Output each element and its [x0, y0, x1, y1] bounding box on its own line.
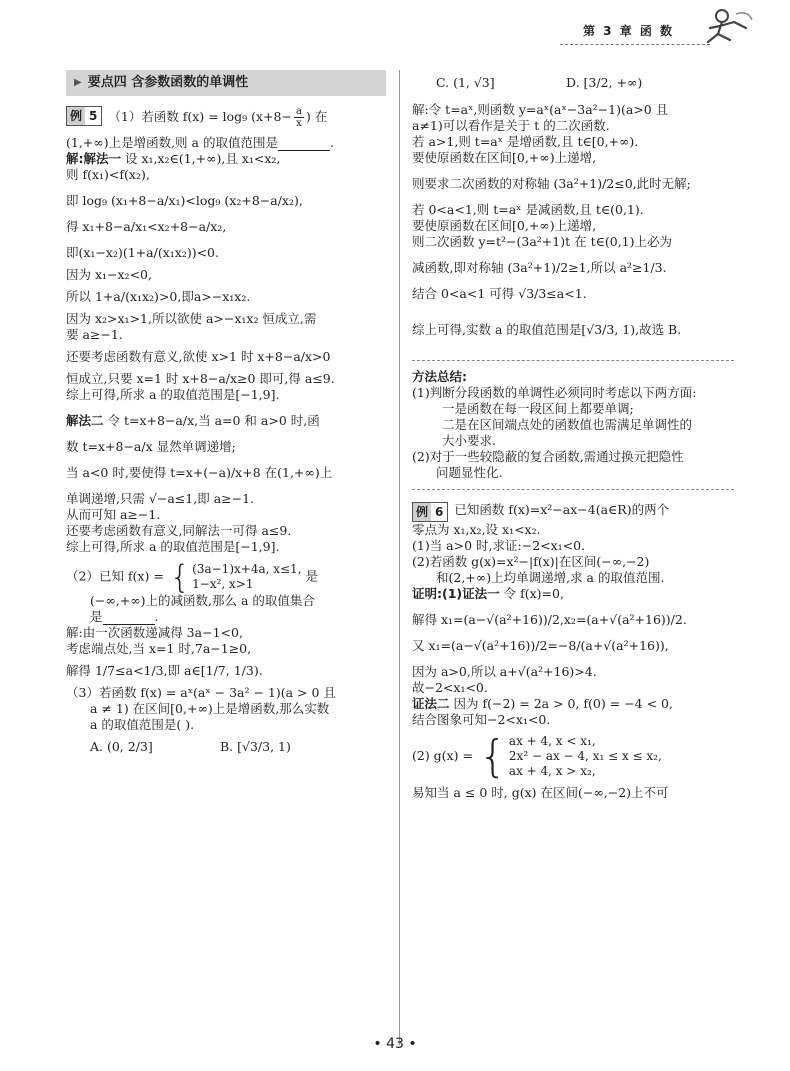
solution-line: 要 a≥−1. — [66, 327, 123, 342]
option-a: A. (0, 2/3] — [90, 739, 153, 754]
triangle-icon: ▶ — [74, 77, 82, 88]
g-piecewise: (2) g(x) = { ax + 4, x < x₁, 2x² − ax − 4, x₁ ≤ x ≤ x₂, ax + 4, x > x₂, — [412, 730, 662, 782]
question-2: （2）已知 f(x) = { (3a−1)x+4a, x≤1, 1−x², x>1 是 — [66, 558, 319, 596]
solution-line: 即 log₉ (x₁+8−a/x₁)<log₉ (x₂+8−a/x₂), — [66, 193, 303, 208]
option-b: B. [√3/3, 1) — [220, 739, 291, 754]
solution-line: 则要求二次函数的对称轴 (3a²+1)/2≤0,此时无解; — [412, 176, 691, 191]
solution-label: 解:解法一 — [66, 151, 121, 166]
method-summary-title: 方法总结: — [412, 369, 467, 384]
answer-blank — [103, 612, 155, 625]
left-column: ▶ 要点四 含参数函数的单调性 例 5 （1）若函数 f(x) = log₉ (x+8− $\frac{a}{x}$ ) 在 (1,+∞)上是增函数,则 a 的取值范围是 . 解:解法一 设 x₁,x₂∈(1,+∞),且 x₁<x₂, 则 f(x₁)<f(x₂), 即 log₉ (x₁+8−a/x₁)<log₉ (x₂+8−a/x₂), 得 x₁+8−a/x₁<x₂+8−a/x₂, 即(x₁−x₂)(1+a/(x₁x₂))<0. 因为 x₁−x₂<0, 所以 1+a/(x₁x₂)>0,即a>−x₁x₂. 因为 x₂>x₁>1,所以欲使 a>−x₁x₂ 恒成立,需 要 a≥−1. 还要考虑函数有意义,欲使 x>1 时 x+8−a/x>0 恒成立,只要 x=1 时 x+8−a/x≥0 即可,得 a≤9. 综上可得,所求 a 的取值范围是[−1,9]. 解法二 令 t=x+8−a/x,当 a=0 和 a>0 时,函 数 t=x+8−a/x 显然单调递增; 当 a<0 时,要使得 t=x+(−a)/x+8 在(1,+∞)上 单调递增,只需 √−a≤1,即 a≥−1. 从而可知 a≥−1. 还要考虑函数有意义,同解法一可得 a≤9. 综上可得,所求 a 的取值范围是[−1,9]. （2）已知 f(x) = { (3a−1)x+4a, x≤1, 1−x², x>1 是 (−∞,+∞)上的减函数,那么 a 的取值集合 是 . 解:由一次函数递减得 3a−1<0, 考虑端点处,当 x=1 时,7a−1≥0, 解得 1/7≤a<1/3,即 a∈[1/7, 1/3). （3）若函数 f(x) = aˣ(aˣ − 3a² − 1)(a > 0 且 a ≠ 1) 在区间[0,+∞)上是增函数,那么实数 a 的取值范围是( ). A. (0, 2/3] B. [√3/3, 1) — [66, 70, 386, 755]
option-c: C. (1, √3] — [436, 75, 495, 90]
solution-line: 综上可得,所求 a 的取值范围是[−1,9]. — [66, 387, 280, 402]
proof-line: 故−2<x₁<0. — [412, 680, 488, 695]
solution-line: 减函数,即对称轴 (3a²+1)/2≥1,所以 a²≥1/3. — [412, 260, 667, 275]
solution-line: 从而可知 a≥−1. — [66, 507, 161, 522]
solution-line: 则 f(x₁)<f(x₂), — [66, 167, 150, 182]
example-badge: 例 5 — [66, 106, 102, 126]
solution-line: 单调递增,只需 √−a≤1,即 a≥−1. — [66, 491, 255, 506]
solution-line: 解得 1/7≤a<1/3,即 a∈[1/7, 1/3). — [66, 663, 263, 678]
solution-line: 即(x₁−x₂)(1+a/(x₁x₂))<0. — [66, 245, 219, 260]
solution-line: a≠1)可以看作是关于 t 的二次函数. — [412, 118, 610, 133]
solution-line: 当 a<0 时,要使得 t=x+(−a)/x+8 在(1,+∞)上 — [66, 465, 333, 480]
proof-line: 解得 x₁=(a−√(a²+16))/2,x₂=(a+√(a²+16))/2. — [412, 612, 687, 627]
solution-line: 还要考虑函数有意义,同解法一可得 a≤9. — [66, 523, 292, 538]
solution-line: 得 x₁+8−a/x₁<x₂+8−a/x₂, — [66, 219, 227, 234]
method-summary: 方法总结: (1)判断分段函数的单调性必须同时考虑以下两方面: 一是函数在每一段区间上都要单调; 二是在区间端点处的函数值也需满足单调性的 大小要求. (2)对于一些较隐蔽的复合函数,需通过换元把隐性 问题显性化. — [412, 369, 734, 481]
solution-line: 解:由一次函数递减得 3a−1<0, — [66, 625, 243, 640]
question-3: （3）若函数 f(x) = aˣ(aˣ − 3a² − 1)(a > 0 且 — [66, 685, 336, 700]
solution-line: 数 t=x+8−a/x 显然单调递增; — [66, 439, 236, 454]
solution-line: 恒成立,只要 x=1 时 x+8−a/x≥0 即可,得 a≤9. — [66, 371, 335, 386]
solution-line: 结合 0<a<1 可得 √3/3≤a<1. — [412, 286, 587, 301]
solution-line: 综上可得,实数 a 的取值范围是[√3/3, 1),故选 B. — [412, 322, 682, 337]
solution-line: 要使原函数在区间[0,+∞)上递增, — [412, 218, 597, 233]
proof-line: 因为 a>0,所以 a+√(a²+16)>4. — [412, 664, 597, 679]
answer-blank — [278, 138, 330, 151]
proof-2-label: 证法二 — [412, 696, 450, 711]
solution-line: 因为 x₁−x₂<0, — [66, 267, 152, 282]
page-number: • 43 • — [373, 1036, 417, 1052]
solution-line: 考虑端点处,当 x=1 时,7a−1≥0, — [66, 641, 252, 656]
proof-line: 易知当 a ≤ 0 时, g(x) 在区间(−∞,−2)上不可 — [412, 785, 669, 800]
section-heading — [66, 70, 386, 96]
options-ab — [66, 739, 386, 755]
proof-line: 又 x₁=(a−√(a²+16))/2=−8/(a+√(a²+16)), — [412, 638, 669, 653]
proof-label: 证明:(1)证法一 — [412, 586, 500, 601]
example-6-stem: 例 6 已知函数 f(x)=x²−ax−4(a∈R)的两个 — [412, 502, 734, 522]
example-5-stem: 例 5 （1）若函数 f(x) = log₉ (x+8− $\frac{a}{x}$ ) 在 — [66, 106, 386, 129]
solution-line: 若 a>1,则 t=aˣ 是增函数,且 t∈[0,+∞). — [412, 134, 639, 149]
running-figure-logo-icon — [696, 6, 756, 46]
option-d: D. [3/2, +∞) — [566, 75, 643, 90]
solution-line: 若 0<a<1,则 t=aˣ 是减函数,且 t∈(0,1). — [412, 202, 644, 217]
solution-line: 则二次函数 y=t²−(3a²+1)t 在 t∈(0,1)上必为 — [412, 234, 672, 249]
options-cd — [412, 70, 734, 96]
column-divider — [399, 70, 400, 1045]
proof-line: 结合图象可知−2<x₁<0. — [412, 712, 551, 727]
solution-2-label: 解法二 — [66, 413, 104, 428]
solution-line: 还要考虑函数有意义,欲使 x>1 时 x+8−a/x>0 — [66, 349, 331, 364]
chapter-title: 第 3 章 函 数 — [583, 24, 675, 38]
solution-line: 所以 1+a/(x₁x₂)>0,即a>−x₁x₂. — [66, 289, 251, 304]
solution-line: 解:令 t=aˣ,则函数 y=aˣ(aˣ−3a²−1)(a>0 且 — [412, 102, 669, 117]
section-title: 要点四 含参数函数的单调性 — [87, 75, 249, 90]
solution-line: 要使原函数在区间[0,+∞)上递增, — [412, 150, 597, 165]
solution-line: 因为 x₂>x₁>1,所以欲使 a>−x₁x₂ 恒成立,需 — [66, 311, 317, 326]
right-column: C. (1, √3] D. [3/2, +∞) 解:令 t=aˣ,则函数 y=aˣ(aˣ−3a²−1)(a>0 且 a≠1)可以看作是关于 t 的二次函数. 若 a>1,则 t=aˣ 是增函数,且 t∈[0,+∞). 要使原函数在区间[0,+∞)上递增, 则要求二次函数的对称轴 (3a²+1)/2≤0,此时无解; 若 0<a<1,则 t=aˣ 是减函数,且 t∈(0,1). 要使原函数在区间[0,+∞)上递增, 则二次函数 y=t²−(3a²+1)t 在 t∈(0,1)上必为 减函数,即对称轴 (3a²+1)/2≥1,所以 a²≥1/3. 结合 0<a<1 可得 √3/3≤a<1. 综上可得,实数 a 的取值范围是[√3/3, 1),故选 B. 方法总结: (1)判断分段函数的单调性必须同时考虑以下两方面: 一是函数在每一段区间上都要单调; 二是在区间端点处的函数值也需满足单调性的 大小要求. (2)对于一些较隐蔽的复合函数,需通过换元把隐性 问题显性化. 例 6 已知函数 f(x)=x²−ax−4(a∈R)的两个 零点为 x₁,x₂,设 x₁<x₂. (1)当 a>0 时,求证:−2<x₁<0. (2)若函数 g(x)=x²−|f(x)|在区间(−∞,−2) 和(2,+∞)上均单调递增,求 a 的取值范围. 证明:(1)证法一 令 f(x)=0, 解得 x₁=(a−√(a²+16))/2,x₂=(a+√(a²+16))/2. 又 x₁=(a−√(a²+16))/2=−8/(a+√(a²+16)), 因为 a>0,所以 a+√(a²+16)>4. 故−2<x₁<0. 证法二 因为 f(−2) = 2a > 0, f(0) = −4 < 0, 结合图象可知−2<x₁<0. (2) g(x) = { ax + 4, x < x₁, 2x² − ax − 4, x₁ ≤ x ≤ x₂, ax + 4, x > x₂, 易知当 a ≤ 0 时, g(x) 在区间(−∞,−2)上不可 — [412, 70, 734, 801]
example-badge: 例 6 — [412, 502, 448, 522]
piecewise-function: { (3a−1)x+4a, x≤1, 1−x², x>1 — [169, 558, 302, 596]
solution-line: 综上可得,所求 a 的取值范围是[−1,9]. — [66, 539, 280, 554]
